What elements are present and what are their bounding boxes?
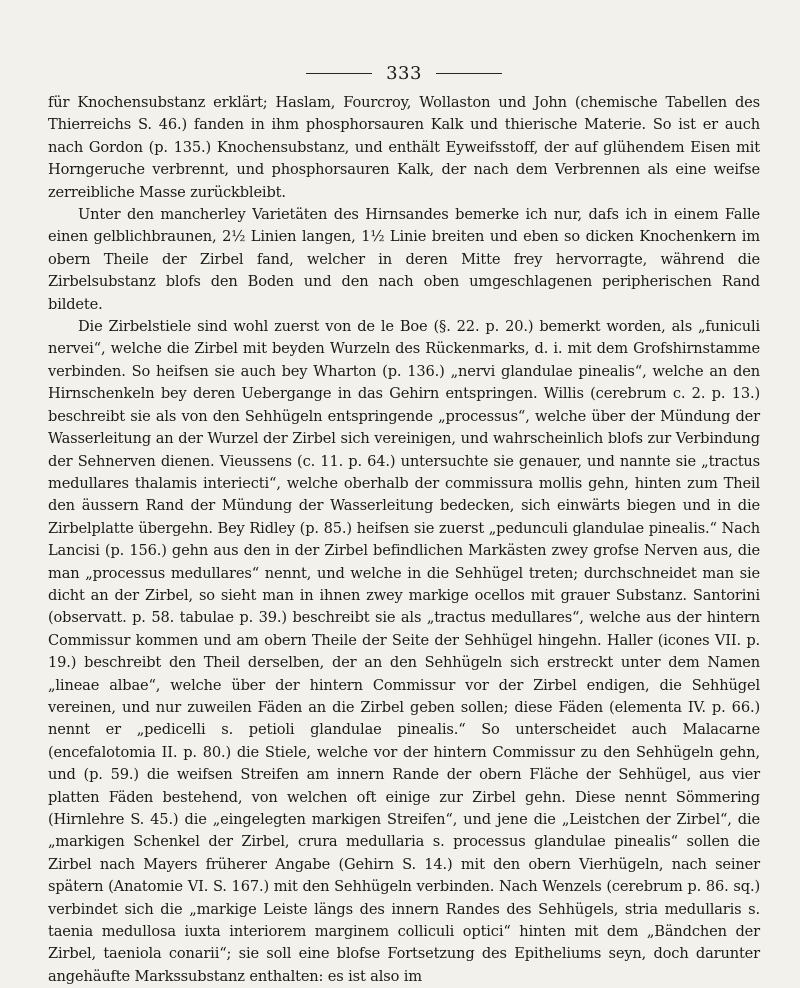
- paragraph-hirnsand: Unter den mancherley Varietäten des Hirnsandes bemerke ich nur, dafs ich in einem Falle einen gelblichbraunen, 2½ Linien langen, 1½ Linie breiten und eben so dicken Knochenkern im obern Theile der Zirbel fand, welcher in deren Mitte frey hervorragte, während die Zirbelsubstanz blofs den Boden und den nach oben umgeschlagenen peripherischen Rand bildete.: [48, 206, 760, 313]
- header-rule-left: [306, 73, 372, 74]
- header-rule-right: [436, 73, 502, 74]
- page-header: [48, 60, 760, 86]
- paragraph-continuation: für Knochensubstanz erklärt; Haslam, Fourcroy, Wollaston und John (chemische Tabellen des Thierreichs S. 46.) fanden in ihm phosphorsauren Kalk und thierische Materie. So ist er auch nach Gordon (p. 135.) Knochensubstanz, und enthält Eyweifsstoff, der auf glühendem Eisen mit Horngeruche verbrennt, und phosphorsauren Kalk, der nach dem Verbrennen als eine weifse zerreibliche Masse zurückbleibt.: [48, 94, 760, 201]
- paragraph-zirbelstiele: Die Zirbelstiele sind wohl zuerst von de le Boe (§. 22. p. 20.) bemerkt worden, als „funiculi nervei“, welche die Zirbel mit beyden Wurzeln des Rückenmarks, d. i. mit dem Grofshirnstamme verbinden. So heifsen sie auch bey Wharton (p. 136.) „nervi glandulae pinealis“, welche an den Hirnschenkeln bey deren Uebergange in das Gehirn entspringen. Willis (cerebrum c. 2. p. 13.) beschreibt sie als von den Sehhügeln entspringende „processus“, welche über der Mündung der Wasserleitung an der Wurzel der Zirbel sich vereinigen, und wahrscheinlich blofs zur Verbindung der Sehnerven dienen. Vieussens (c. 11. p. 64.) untersuchte sie genauer, und nannte sie „tractus medullares thalamis interiecti“, welche oberhalb der commissura mollis gehn, hinten zum Theil den äussern Rand der Mündung der Wasserleitung bedecken, sich einwärts biegen und in die Zirbelplatte übergehn. Bey Ridley (p. 85.) heifsen sie zuerst „pedunculi glandulae pinealis.“ Nach Lancisi (p. 156.) gehn aus den in der Zirbel befindlichen Markästen zwey grofse Nerven aus, die man „processus medullares“ nennt, und welche in die Sehhügel treten; durchschneidet man sie dicht an der Zirbel, so sieht man in ihnen zwey markige ocellos mit grauer Substanz. Santorini (observatt. p. 58. tabulae p. 39.) beschreibt sie als „tractus medullares“, welche aus der hintern Commissur kommen und am obern Theile der Seite der Sehhügel hingehn. Haller (icones VII. p. 19.) beschreibt den Theil derselben, der an den Sehhügeln sich erstreckt unter dem Namen „lineae albae“, welche über der hintern Commissur vor der Zirbel endigen, die Sehhügel vereinen, und nur zuweilen Fäden an die Zirbel geben sollen; diese Fäden (elementa IV. p. 66.) nennt er „pedicelli s. petioli glandulae pinealis.“ So unterscheidet auch Malacarne (encefalotomia II. p. 80.) die Stiele, welche vor der hintern Commissur zu den Sehhügeln gehn, und (p. 59.) die weifsen Streifen am innern Rande der obern Fläche der Sehhügel, aus vier platten Fäden bestehend, von welchen oft einige zur Zirbel gehn. Diese nennt Sömmering (Hirnlehre S. 45.) die „eingelegten markigen Streifen“, und jene die „Leistchen der Zirbel“, die „markigen Schenkel der Zirbel, crura medullaria s. processus glandulae pinealis“ sollen die Zirbel nach Mayers früherer Angabe (Gehirn S. 14.) mit den obern Vierhügeln, nach seiner spätern (Anatomie VI. S. 167.) mit den Sehhügeln verbinden. Nach Wenzels (cerebrum p. 86. sq.) verbindet sich die „markige Leiste längs des innern Randes des Sehhügels, stria medullaris s. taenia medullosa iuxta interiorem marginem colliculi optici“ hinten mit dem „Bändchen der Zirbel, taeniola conarii“; sie soll eine blofse Fortsetzung des Epitheliums seyn, doch darunter angehäufte Markssubstanz enthalten: es ist also im: [48, 318, 760, 985]
- body-text: [48, 92, 760, 988]
- page-number: 333: [386, 62, 422, 84]
